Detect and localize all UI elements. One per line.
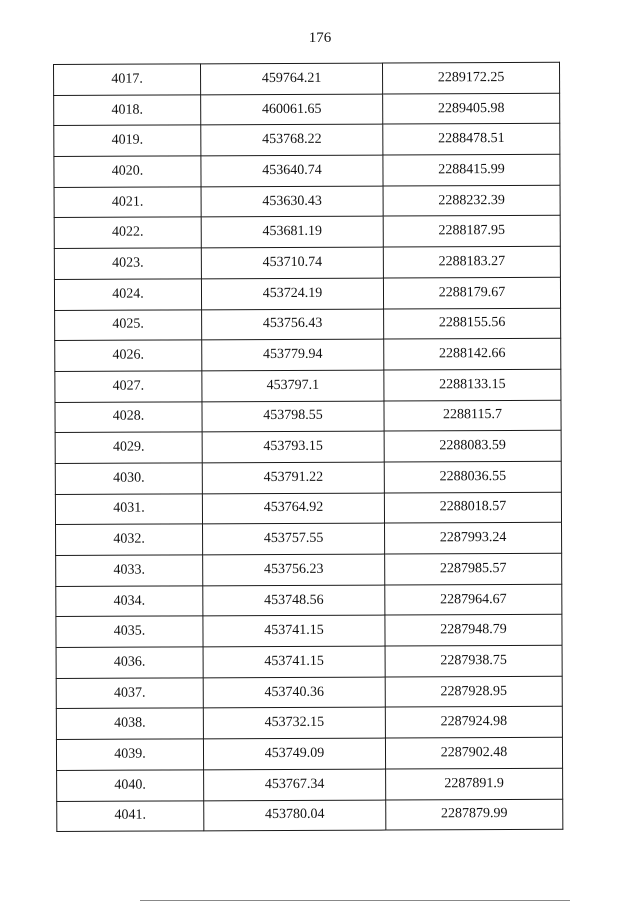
x-coordinate-cell: 453732.15	[203, 707, 385, 738]
x-coordinate-cell: 453640.74	[201, 155, 383, 186]
x-coordinate-cell: 453724.19	[201, 278, 383, 309]
point-number-cell: 4031.	[55, 493, 202, 524]
x-coordinate-cell: 453740.36	[203, 677, 385, 708]
y-coordinate-cell: 2287928.95	[385, 676, 562, 707]
x-coordinate-cell: 453798.55	[202, 401, 384, 432]
x-coordinate-cell: 460061.65	[201, 94, 383, 125]
table-row	[55, 431, 561, 464]
table-row	[56, 615, 562, 648]
point-number-cell: 4020.	[54, 156, 201, 187]
y-coordinate-cell: 2287902.48	[385, 737, 562, 768]
point-number-cell: 4030.	[55, 463, 202, 494]
point-number-cell: 4039.	[56, 739, 203, 770]
table-row	[56, 523, 562, 556]
point-number-cell: 4022.	[54, 217, 201, 248]
table-row	[56, 676, 562, 709]
y-coordinate-cell: 2288036.55	[384, 461, 561, 492]
point-number-cell: 4025.	[55, 309, 202, 340]
y-coordinate-cell: 2289172.25	[382, 62, 559, 93]
x-coordinate-cell: 453791.22	[202, 462, 384, 493]
x-coordinate-cell: 453779.94	[202, 339, 384, 370]
point-number-cell: 4038.	[56, 708, 203, 739]
page-bottom-rule	[140, 900, 570, 901]
x-coordinate-cell: 453793.15	[202, 431, 384, 462]
y-coordinate-cell: 2288115.7	[384, 400, 561, 431]
x-coordinate-cell: 453797.1	[202, 370, 384, 401]
point-number-cell: 4021.	[54, 187, 201, 218]
table-row	[55, 338, 561, 371]
table-row	[55, 492, 561, 525]
y-coordinate-cell: 2287879.99	[386, 799, 563, 830]
y-coordinate-cell: 2288083.59	[384, 431, 561, 462]
x-coordinate-cell: 453756.23	[203, 554, 385, 585]
page-number: 176	[308, 30, 332, 46]
coordinate-table-body	[54, 62, 563, 831]
table-row	[54, 216, 560, 249]
point-number-cell: 4028.	[55, 401, 202, 432]
y-coordinate-cell: 2288133.15	[384, 369, 561, 400]
y-coordinate-cell: 2288183.27	[383, 246, 560, 277]
x-coordinate-cell: 453630.43	[201, 186, 383, 217]
x-coordinate-cell: 453741.15	[203, 646, 385, 677]
y-coordinate-cell: 2288232.39	[383, 185, 560, 216]
table-row	[57, 799, 563, 832]
x-coordinate-cell: 453767.34	[204, 769, 386, 800]
y-coordinate-cell: 2288155.56	[384, 308, 561, 339]
y-coordinate-cell: 2287948.79	[385, 615, 562, 646]
point-number-cell: 4036.	[56, 647, 203, 678]
table-row	[54, 277, 560, 310]
point-number-cell: 4037.	[56, 678, 203, 709]
point-number-cell: 4019.	[54, 125, 201, 156]
table-row	[54, 185, 560, 218]
table-row	[56, 737, 562, 770]
point-number-cell: 4024.	[54, 279, 201, 310]
point-number-cell: 4027.	[55, 371, 202, 402]
y-coordinate-cell: 2287964.67	[385, 584, 562, 615]
point-number-cell: 4026.	[55, 340, 202, 371]
table-row	[56, 553, 562, 586]
table-row	[56, 645, 562, 678]
y-coordinate-cell: 2287924.98	[385, 707, 562, 738]
point-number-cell: 4023.	[54, 248, 201, 279]
point-number-cell: 4029.	[55, 432, 202, 463]
table-row	[55, 308, 561, 341]
point-number-cell: 4034.	[56, 586, 203, 617]
table-row	[55, 400, 561, 433]
point-number-cell: 4035.	[56, 616, 203, 647]
table-row	[56, 584, 562, 617]
x-coordinate-cell: 453710.74	[201, 247, 383, 278]
y-coordinate-cell: 2288018.57	[384, 492, 561, 523]
table-row	[54, 93, 560, 126]
x-coordinate-cell: 453749.09	[203, 738, 385, 769]
x-coordinate-cell: 453780.04	[204, 800, 386, 831]
table-row	[55, 461, 561, 494]
y-coordinate-cell: 2288142.66	[384, 338, 561, 369]
y-coordinate-cell: 2289405.98	[383, 93, 560, 124]
coordinate-table	[53, 62, 563, 832]
x-coordinate-cell: 453748.56	[203, 585, 385, 616]
table-row	[57, 768, 563, 801]
point-number-cell: 4041.	[57, 800, 204, 831]
point-number-cell: 4032.	[56, 524, 203, 555]
table-row	[56, 707, 562, 740]
x-coordinate-cell: 453681.19	[201, 216, 383, 247]
table-row	[54, 154, 560, 187]
y-coordinate-cell: 2288478.51	[383, 124, 560, 155]
table-row	[55, 369, 561, 402]
y-coordinate-cell: 2288179.67	[383, 277, 560, 308]
y-coordinate-cell: 2288187.95	[383, 216, 560, 247]
point-number-cell: 4040.	[57, 770, 204, 801]
x-coordinate-cell: 459764.21	[201, 63, 383, 94]
table-row	[54, 62, 560, 95]
table-row	[54, 124, 560, 157]
x-coordinate-cell: 453768.22	[201, 124, 383, 155]
x-coordinate-cell: 453741.15	[203, 615, 385, 646]
y-coordinate-cell: 2287985.57	[385, 553, 562, 584]
point-number-cell: 4017.	[54, 64, 201, 95]
y-coordinate-cell: 2287993.24	[385, 523, 562, 554]
x-coordinate-cell: 453764.92	[202, 493, 384, 524]
table-row	[54, 246, 560, 279]
y-coordinate-cell: 2287891.9	[386, 768, 563, 799]
y-coordinate-cell: 2287938.75	[385, 645, 562, 676]
point-number-cell: 4033.	[56, 555, 203, 586]
y-coordinate-cell: 2288415.99	[383, 154, 560, 185]
x-coordinate-cell: 453756.43	[202, 309, 384, 340]
x-coordinate-cell: 453757.55	[203, 523, 385, 554]
point-number-cell: 4018.	[54, 95, 201, 126]
